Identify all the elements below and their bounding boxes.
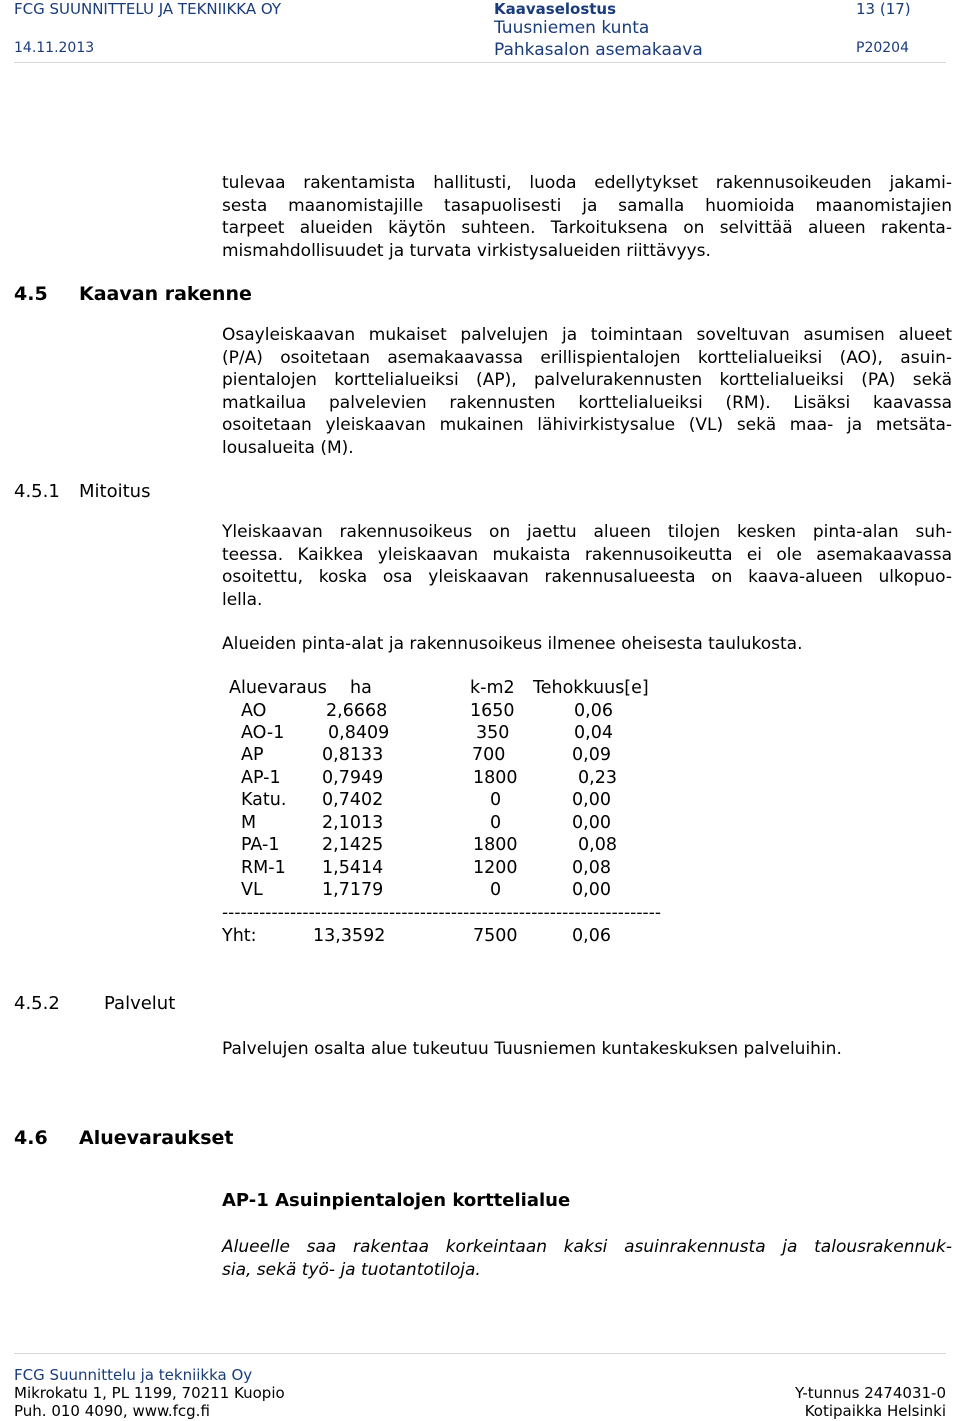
footer-domicile: Kotipaikka Helsinki (804, 1402, 946, 1420)
header-company: FCG SUUNNITTELU JA TEKNIIKKA OY (14, 0, 282, 18)
table-cell: 1,7179 (322, 880, 384, 900)
table-cell: 0 (490, 813, 502, 833)
paragraph-line: Alueelle saa rakentaa korkeintaan kaksi asuinrakennusta ja talousrakennuk- (222, 1237, 952, 1257)
table-cell: AO (241, 701, 267, 721)
table-cell: 0,00 (572, 813, 611, 833)
table-cell: 0,8409 (328, 723, 390, 743)
table-cell: 0,23 (578, 768, 617, 788)
section-4-5-1-title: Mitoitus (79, 481, 151, 502)
intro-line: tulevaa rakentamista hallitusti, luoda edellytykset rakennusoikeuden jakami- (222, 173, 952, 193)
table-intro: Alueiden pinta-alat ja rakennusoikeus ilmenee oheisesta taulukosta. (222, 634, 803, 654)
footer-divider (14, 1353, 946, 1354)
footer-contact: Puh. 010 4090, www.fcg.fi (14, 1402, 210, 1420)
header-page-number: 13 (17) (856, 0, 911, 18)
paragraph-line: osoitettu, koska osa yleiskaavan rakennusalueesta on kaava-alueen ulkopuo- (222, 567, 952, 588)
table-cell: 1,5414 (322, 858, 384, 878)
table-total-cell: 7500 (473, 926, 518, 946)
table-cell: 0 (490, 790, 502, 810)
table-cell: 0,7402 (322, 790, 384, 810)
table-cell: 350 (476, 723, 510, 743)
header-project-code: P20204 (856, 40, 909, 56)
table-cell: 1800 (473, 768, 518, 788)
table-header-cell: Tehokkuus[e] (533, 678, 649, 698)
table-cell: 0,06 (574, 701, 613, 721)
section-4-5-2-number: 4.5.2 (14, 993, 60, 1014)
table-cell: 1800 (473, 835, 518, 855)
table-total-cell: Yht: (222, 926, 257, 946)
table-header-cell: k-m2 (470, 678, 515, 698)
header-municipality: Tuusniemen kunta (494, 18, 650, 38)
paragraph-line: lousalueita (M). (222, 437, 354, 458)
section-4-5-1-paragraph (222, 521, 952, 611)
paragraph-line: teessa. Kaikkea yleiskaavan mukaista rakennusoikeutta ei ole asemakaavassa (222, 544, 952, 565)
table-total-cell: 0,06 (572, 926, 611, 946)
section-4-5-2-title: Palvelut (104, 993, 176, 1014)
table-separator: ----------------------------------------------------------------------- (222, 903, 662, 923)
table-cell: AP-1 (241, 768, 281, 788)
table-cell: RM-1 (241, 858, 286, 878)
table-cell: Katu. (241, 790, 287, 810)
paragraph-line: matkailua palvelevien rakennusten korttelialueiksi (RM). Lisäksi kaavassa (222, 392, 952, 413)
table-total-cell: 13,3592 (313, 926, 386, 946)
footer-company: FCG Suunnittelu ja tekniikka Oy (14, 1366, 253, 1384)
table-cell: 1650 (470, 701, 515, 721)
header-divider (14, 62, 946, 63)
section-4-6-subtitle: AP-1 Asuinpientalojen korttelialue (222, 1190, 571, 1211)
section-4-6-title: Aluevaraukset (79, 1127, 234, 1149)
section-4-6-number: 4.6 (14, 1127, 48, 1149)
table-cell: 0 (490, 880, 502, 900)
table-cell: 2,6668 (326, 701, 388, 721)
table-cell: 0,7949 (322, 768, 384, 788)
section-4-5-paragraph (222, 324, 952, 460)
header-date: 14.11.2013 (14, 40, 95, 56)
intro-paragraph (222, 172, 952, 262)
table-cell: VL (241, 880, 263, 900)
section-4-5-2-text: Palvelujen osalta alue tukeutuu Tuusniemen kuntakeskuksen palveluihin. (222, 1039, 842, 1059)
section-4-5-1-number: 4.5.1 (14, 481, 60, 502)
paragraph-line: Yleiskaavan rakennusoikeus on jaettu alueen tilojen kesken pinta-alan suh- (222, 522, 952, 542)
table-cell: PA-1 (241, 835, 280, 855)
table-cell: 0,8133 (322, 745, 384, 765)
table-cell: 2,1425 (322, 835, 384, 855)
table-cell: 0,09 (572, 745, 611, 765)
intro-line: tarpeet alueiden käytön suhteen. Tarkoituksena on selvittää alueen rakenta- (222, 218, 952, 239)
table-cell: 0,00 (572, 880, 611, 900)
table-header-cell: Aluevaraus (229, 678, 327, 698)
table-cell: 2,1013 (322, 813, 384, 833)
table-cell: AP (241, 745, 264, 765)
paragraph-line: sia, sekä työ- ja tuotantotiloja. (222, 1259, 481, 1280)
table-cell: 0,04 (574, 723, 613, 743)
footer-address: Mikrokatu 1, PL 1199, 70211 Kuopio (14, 1384, 285, 1402)
section-4-5-title: Kaavan rakenne (79, 283, 252, 305)
table-cell: M (241, 813, 257, 833)
table-header-cell: ha (350, 678, 372, 698)
paragraph-line: Osayleiskaavan mukaiset palvelujen ja toimintaan soveltuvan asumisen alueet (222, 325, 952, 345)
intro-line: sesta maanomistajille tasapuolisesti ja samalla huomioida maanomistajien (222, 195, 952, 216)
paragraph-line: pientalojen korttelialueiksi (AP), palvelurakennusten korttelialueiksi (PA) sekä (222, 370, 952, 391)
table-cell: 0,00 (572, 790, 611, 810)
paragraph-line: osoitetaan yleiskaavan mukainen lähivirkistysalue (VL) sekä maa- ja metsäta- (222, 415, 952, 436)
table-cell: 0,08 (578, 835, 617, 855)
header-plan-name: Pahkasalon asemakaava (494, 40, 703, 60)
table-cell: 700 (472, 745, 506, 765)
section-4-5-number: 4.5 (14, 283, 48, 305)
footer-business-id: Y-tunnus 2474031-0 (794, 1384, 946, 1402)
paragraph-line: lella. (222, 589, 263, 610)
table-cell: 1200 (473, 858, 518, 878)
table-cell: AO-1 (241, 723, 285, 743)
paragraph-line: (P/A) osoitetaan asemakaavassa erillispientalojen korttelialueiksi (AO), asuin- (222, 347, 952, 368)
section-4-6-paragraph (222, 1236, 952, 1281)
table-cell: 0,08 (572, 858, 611, 878)
header-doc-type: Kaavaselostus (494, 0, 617, 18)
intro-line: mismahdollisuudet ja turvata virkistysalueiden riittävyys. (222, 240, 711, 261)
